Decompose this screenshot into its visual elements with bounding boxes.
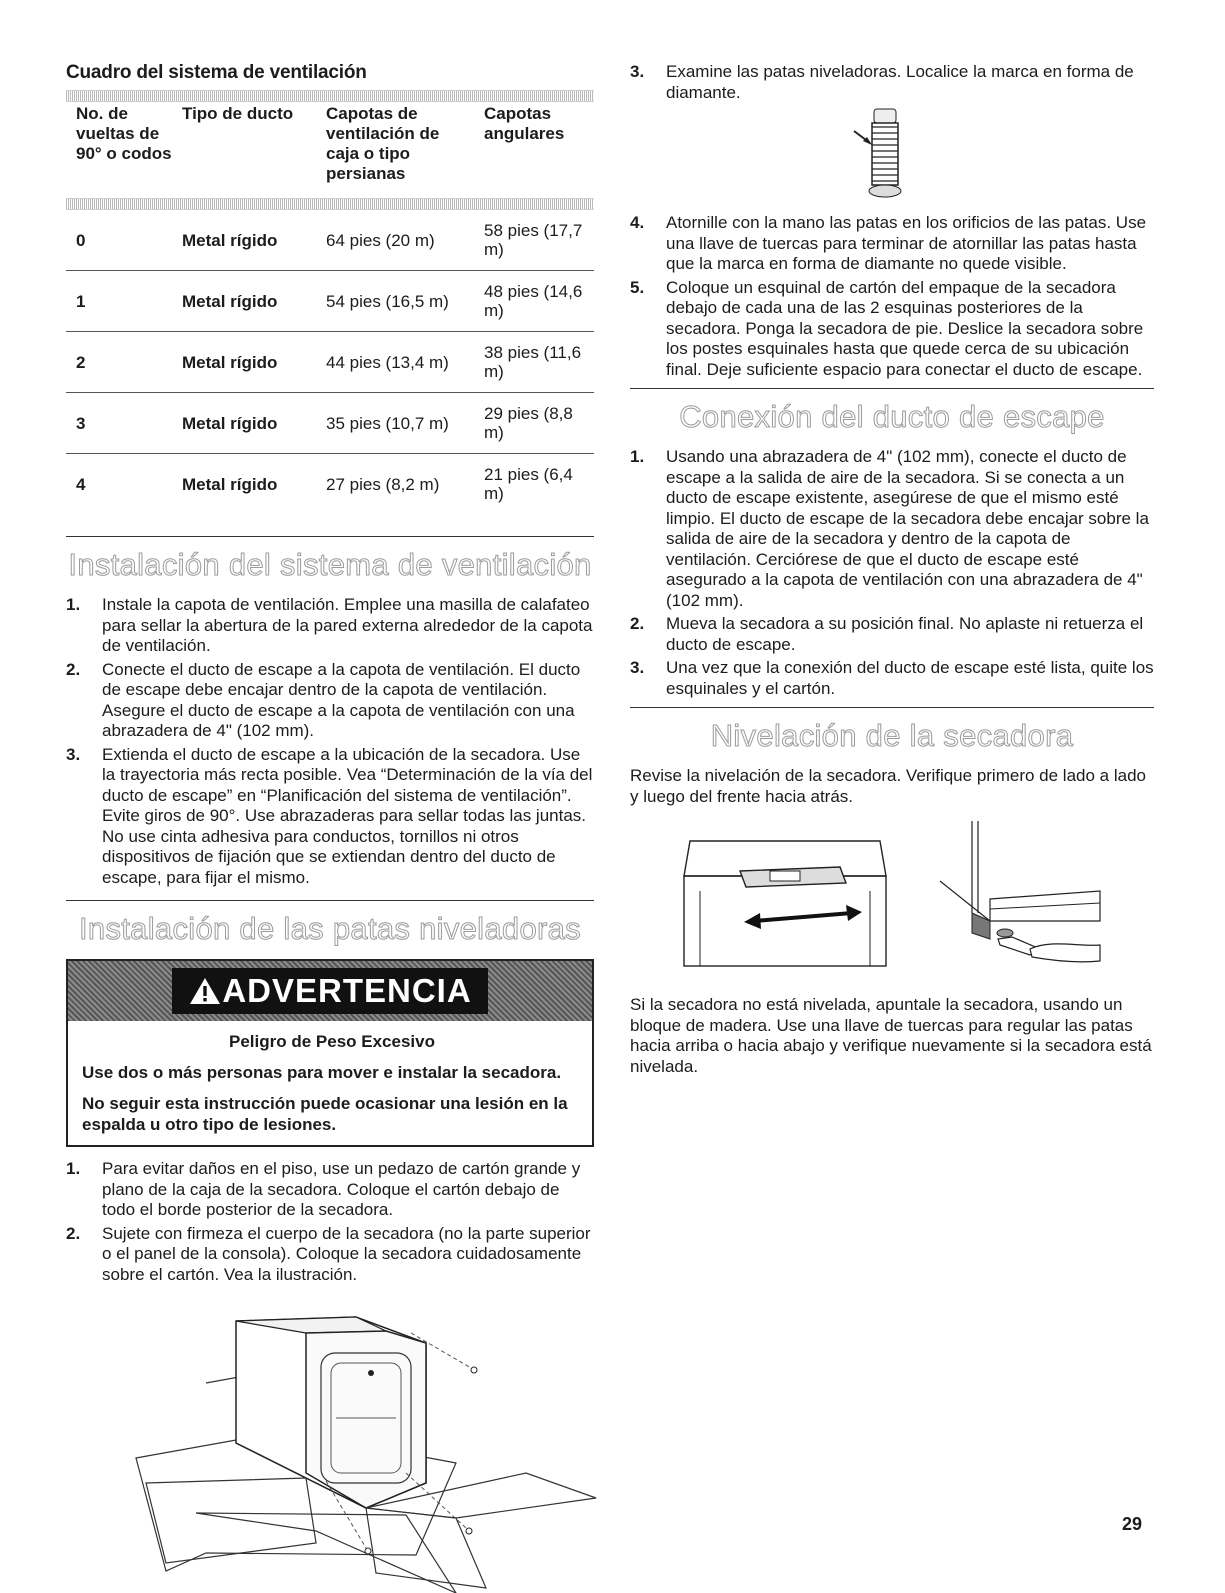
vent-table-header-row (66, 102, 594, 198)
step-text: Conecte el ducto de escape a la capota de ventilación. El ducto de escape debe encajar dentro de la capota de ventilación. Asegure el ducto de escape a la capota de ventilación con una abrazadera de 4" (102 mm). (102, 659, 581, 740)
step-number: 3. (66, 744, 81, 764)
warning-signal (172, 968, 487, 1014)
vent-install-heading: Instalación del sistema de ventilación (68, 547, 592, 582)
col-header-duct-type: Tipo de ducto (182, 104, 294, 123)
dryer-on-cardboard-illustration (126, 1303, 606, 1593)
table-cell: 0 (66, 210, 172, 271)
step-text: Extienda el ducto de escape a la ubicación de la secadora. Use la trayectoria más recta posible. Vea “Determinación de la vía del ducto de escape” en “Planificación del sistema de ventilación”. Evite giros de 90°. Use abrazaderas para sellar todas las juntas. No use cinta adhesiva para conductos, tornillos ni otros dispositivos de fijación que se extiendan dentro del ducto de escape, para fijar el mismo. (102, 744, 593, 887)
vent-table-title: Cuadro del sistema de ventilación (66, 62, 367, 83)
table-cell: 44 pies (13,4 m) (316, 332, 474, 393)
table-cell: 54 pies (16,5 m) (316, 271, 474, 332)
warning-body (68, 1021, 592, 1145)
warning-box (66, 959, 594, 1147)
step-number: 2. (66, 659, 81, 679)
table-cell: 27 pies (8,2 m) (326, 474, 440, 494)
legs-install-steps-continued (630, 62, 1154, 103)
page-number: 29 (1122, 1514, 1143, 1534)
step-number: 2. (66, 1223, 81, 1243)
col-header-angled-hood: Capotas angulares (484, 104, 565, 143)
table-cell: 2 (66, 332, 172, 393)
section-divider (630, 388, 1154, 389)
table-cell: Metal rígido (172, 210, 316, 271)
warning-line: Use dos o más personas para mover e instalar la secadora. (82, 1063, 562, 1082)
list-item (630, 614, 1154, 655)
table-cell: Metal rígido (172, 271, 316, 332)
list-item (66, 595, 594, 657)
table-cell: 21 pies (6,4 m) (484, 465, 573, 503)
leveling-heading: Nivelación de la secadora (710, 718, 1074, 753)
table-header-rule (66, 90, 594, 102)
step-number: 3. (630, 658, 645, 677)
step-number: 3. (630, 62, 645, 81)
warning-triangle-icon (188, 976, 222, 1006)
step-text: Coloque un esquinal de cartón del empaque de la secadora debajo de cada una de las 2 esquinas posteriores de la secadora. Ponga la secadora de pie. Deslice la secadora sobre los postes esquinales hasta que quede cerca de su ubicación final. Deje suficiente espacio para conectar el ducto de escape. (666, 277, 1144, 379)
step-text: Mueva la secadora a su posición final. No aplaste ni retuerza el ducto de escape. (666, 614, 1144, 654)
table-cell: 35 pies (10,7 m) (316, 393, 474, 454)
table-cell: 48 pies (14,6 m) (474, 271, 594, 332)
step-text: Una vez que la conexión del ducto de escape esté lista, quite los esquinales y el cartón. (666, 658, 1154, 698)
table-cell: 1 (66, 271, 172, 332)
leveling-leg-illustration (852, 107, 912, 207)
step-number: 2. (630, 614, 645, 633)
list-item (630, 658, 1154, 699)
step-number: 5. (630, 277, 645, 297)
table-cell: 4 (76, 474, 86, 494)
vent-install-steps (66, 595, 594, 888)
step-text: Sujete con firmeza el cuerpo de la secadora (no la parte superior o el panel de la consola). Coloque la secadora cuidadosamente sobre el cartón. Vea la ilustración. (102, 1223, 591, 1284)
step-text: Examine las patas niveladoras. Localice la marca en forma de diamante. (666, 62, 1134, 102)
list-item (630, 447, 1154, 611)
table-row (66, 332, 594, 393)
leveling-outro: Si la secadora no está nivelada, apuntale la secadora, usando un bloque de madera. Use una llave de tuercas para regular las patas hacia arriba o hacia abajo y verifique nuevamente si la secadora está nivelada. (630, 995, 1152, 1076)
table-cell: Metal rígido (172, 332, 316, 393)
col-header-turns: No. de vueltas de 90° o codos (76, 104, 172, 163)
table-row (66, 210, 594, 271)
exhaust-steps (630, 447, 1154, 699)
list-item (630, 278, 1154, 381)
exhaust-heading: Conexión del ducto de escape (679, 399, 1105, 434)
step-text: Instale la capota de ventilación. Emplee una masilla de calafateo para sellar la abertura de la pared externa alrededor de la capota de ventilación. (102, 595, 593, 655)
list-item (630, 62, 1154, 103)
table-cell: Metal rígido (182, 474, 278, 494)
right-column (630, 62, 1154, 1077)
table-row (66, 454, 594, 515)
legs-install-heading: Instalación de las patas niveladoras (79, 911, 581, 946)
left-column (66, 62, 594, 1593)
table-cell: 3 (66, 393, 172, 454)
table-cell: Metal rígido (172, 393, 316, 454)
list-item (630, 213, 1154, 275)
section-divider (66, 900, 594, 901)
table-cell: 58 pies (17,7 m) (474, 210, 594, 271)
table-row (66, 393, 594, 454)
vent-table (66, 102, 594, 514)
legs-install-steps (66, 1159, 594, 1285)
step-number: 4. (630, 213, 645, 232)
table-row (66, 271, 594, 332)
legs-install-steps-continued-2 (630, 213, 1154, 380)
list-item (66, 1159, 594, 1221)
section-divider (630, 707, 1154, 708)
step-text: Para evitar daños en el piso, use un pedazo de cartón grande y plano de la caja de la secadora. Coloque el cartón debajo de todo el borde posterior de la secadora. (102, 1159, 581, 1219)
table-body-rule (66, 198, 594, 210)
step-number: 1. (66, 595, 81, 614)
table-cell: 29 pies (8,8 m) (474, 393, 594, 454)
leveling-illustration (660, 821, 1130, 981)
step-number: 1. (66, 1159, 81, 1178)
warning-hazard: Peligro de Peso Excesivo (229, 1032, 435, 1051)
table-cell: 38 pies (11,6 m) (474, 332, 594, 393)
table-cell: 64 pies (20 m) (316, 210, 474, 271)
section-divider (66, 536, 594, 537)
list-item (66, 745, 594, 889)
list-item (66, 660, 594, 742)
leveling-intro: Revise la nivelación de la secadora. Verifique primero de lado a lado y luego del frente hacia atrás. (630, 766, 1146, 806)
list-item (66, 1224, 594, 1286)
step-text: Atornille con la mano las patas en los orificios de las patas. Use una llave de tuercas para terminar de atornillar las patas hasta que la marca en forma de diamante no quede visible. (666, 213, 1147, 273)
warning-banner (68, 961, 592, 1021)
warning-line: No seguir esta instrucción puede ocasionar una lesión en la espalda u otro tipo de lesiones. (82, 1094, 568, 1134)
step-number: 1. (630, 447, 645, 466)
warning-signal-word: ADVERTENCIA (222, 972, 472, 1009)
step-text: Usando una abrazadera de 4" (102 mm), conecte el ducto de escape a la salida de aire de la secadora. Si se conecta a un ducto de escape existente, asegúrese de que el mismo esté limpio. El ducto de escape de la secadora debe encajar sobre la salida de aire de la secadora y dentro de la capota de ventilación. Cerciórese de que el ducto de escape esté asegurado a la capota de ventilación con una abrazadera de 4" (102 mm). (666, 447, 1149, 610)
col-header-box-hood: Capotas de ventilación de caja o tipo persianas (326, 104, 440, 183)
